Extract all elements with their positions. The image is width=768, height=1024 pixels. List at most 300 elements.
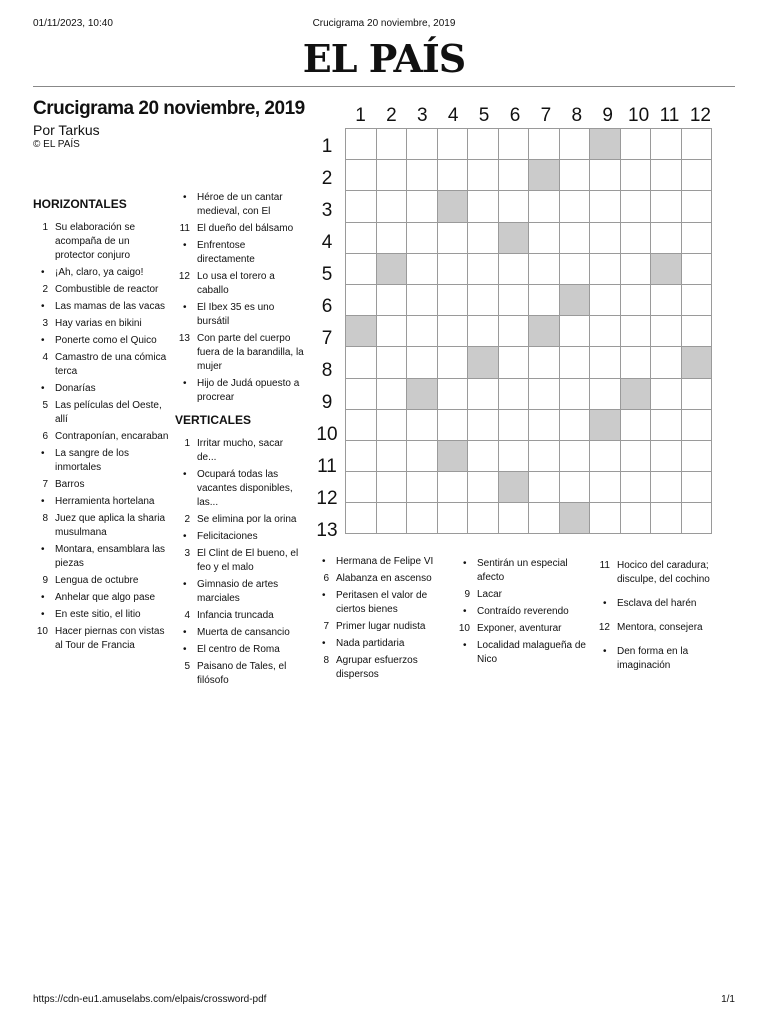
clue-item xyxy=(455,622,590,636)
clue-text: Gimnasio de artes marciales xyxy=(197,579,279,604)
grid-cell[interactable] xyxy=(620,160,651,191)
clue-text: Juez que aplica la sharia musulmana xyxy=(55,513,166,538)
grid-cell[interactable] xyxy=(681,316,712,347)
grid-cell[interactable] xyxy=(498,316,529,347)
bullet-icon: • xyxy=(183,531,187,542)
grid-cell[interactable] xyxy=(407,160,438,191)
grid-cell[interactable] xyxy=(529,222,560,253)
bullet-icon: • xyxy=(183,579,187,590)
grid-cell[interactable] xyxy=(529,378,560,409)
clues-column-5 xyxy=(595,559,735,683)
grid-cell[interactable] xyxy=(407,440,438,471)
grid-cell[interactable] xyxy=(651,284,682,315)
grid-row-number: 4 xyxy=(321,232,333,253)
grid-cell[interactable] xyxy=(651,472,682,503)
grid-cell[interactable] xyxy=(681,440,712,471)
clue-number: 12 xyxy=(598,622,610,633)
bullet-icon: • xyxy=(463,606,467,617)
clue-item xyxy=(175,626,305,640)
grid-cell[interactable] xyxy=(346,378,377,409)
grid-row-number: 2 xyxy=(321,168,333,189)
grid-cell[interactable] xyxy=(437,160,468,191)
el-pais-logo: EL PAÍS xyxy=(302,36,466,81)
clue-number: 9 xyxy=(464,589,470,600)
clue-text: Anhelar que algo pase xyxy=(55,592,156,603)
grid-cell[interactable] xyxy=(468,409,499,440)
grid-cell[interactable] xyxy=(620,191,651,222)
clue-number: 4 xyxy=(42,352,48,363)
grid-cell[interactable] xyxy=(376,503,407,534)
grid-column-number: 10 xyxy=(628,105,650,126)
grid-block-cell xyxy=(620,378,651,409)
grid-column-number: 1 xyxy=(355,105,366,126)
grid-cell[interactable] xyxy=(590,284,621,315)
grid-cell[interactable] xyxy=(468,316,499,347)
clue-text: Las películas del Oeste, allí xyxy=(55,400,162,425)
clue-text: Exponer, aventurar xyxy=(477,623,562,634)
clue-item xyxy=(33,608,169,622)
grid-cell[interactable] xyxy=(376,378,407,409)
bullet-icon: • xyxy=(183,302,187,313)
grid-cell[interactable] xyxy=(651,378,682,409)
grid-cell[interactable] xyxy=(376,129,407,160)
grid-row-number: 3 xyxy=(321,200,333,221)
clue-text: Primer lugar nudista xyxy=(336,621,426,632)
clue-item xyxy=(175,437,305,465)
grid-block-cell xyxy=(498,222,529,253)
clue-number: 11 xyxy=(599,560,610,571)
grid-cell[interactable] xyxy=(376,316,407,347)
clue-text: El Ibex 35 es uno bursátil xyxy=(197,302,275,327)
grid-cell[interactable] xyxy=(529,191,560,222)
grid-cell[interactable] xyxy=(376,191,407,222)
grid-cell[interactable] xyxy=(498,284,529,315)
grid-block-cell xyxy=(498,472,529,503)
clue-text: Localidad malagueña de Nico xyxy=(477,640,586,665)
grid-cell[interactable] xyxy=(376,409,407,440)
grid-cell[interactable] xyxy=(559,160,590,191)
clue-item xyxy=(175,660,305,688)
grid-block-cell xyxy=(590,129,621,160)
clue-item xyxy=(33,512,169,540)
grid-cell[interactable] xyxy=(346,222,377,253)
grid-cell[interactable] xyxy=(437,503,468,534)
bullet-icon: • xyxy=(41,335,45,346)
grid-cell[interactable] xyxy=(590,316,621,347)
grid-row-number: 12 xyxy=(316,488,338,509)
clue-text: Muerta de cansancio xyxy=(197,627,290,638)
clue-item xyxy=(33,591,169,605)
grid-cell[interactable] xyxy=(498,503,529,534)
grid-cell[interactable] xyxy=(407,347,438,378)
grid-cell[interactable] xyxy=(590,440,621,471)
grid-cell[interactable] xyxy=(529,409,560,440)
grid-cell[interactable] xyxy=(620,316,651,347)
grid-cell[interactable] xyxy=(651,440,682,471)
grid-cell[interactable] xyxy=(559,347,590,378)
grid-cell[interactable] xyxy=(529,503,560,534)
header-divider xyxy=(33,86,735,87)
clue-text: Barros xyxy=(55,479,85,490)
clue-number: 11 xyxy=(179,223,190,234)
grid-block-cell xyxy=(407,378,438,409)
clue-text: Hay varias en bikini xyxy=(55,318,142,329)
grid-cell[interactable] xyxy=(346,191,377,222)
grid-cell[interactable] xyxy=(407,222,438,253)
footer-url: https://cdn-eu1.amuselabs.com/elpais/crossword-pdf xyxy=(33,994,267,1005)
grid-cell[interactable] xyxy=(498,160,529,191)
clue-item xyxy=(455,588,590,602)
horizontales-heading: HORIZONTALES xyxy=(33,197,127,211)
clue-text: El dueño del bálsamo xyxy=(197,223,294,234)
bullet-icon: • xyxy=(183,378,187,389)
grid-block-cell xyxy=(681,347,712,378)
grid-cell[interactable] xyxy=(529,253,560,284)
grid-cell[interactable] xyxy=(407,316,438,347)
grid-cell[interactable] xyxy=(468,284,499,315)
grid-block-cell xyxy=(529,316,560,347)
clue-item xyxy=(33,478,169,492)
bullet-icon: • xyxy=(41,267,45,278)
grid-cell[interactable] xyxy=(590,378,621,409)
grid-cell[interactable] xyxy=(559,472,590,503)
clue-text: Hijo de Judá opuesto a procrear xyxy=(197,378,300,403)
grid-cell[interactable] xyxy=(590,253,621,284)
grid-cell[interactable] xyxy=(468,440,499,471)
grid-cell[interactable] xyxy=(681,472,712,503)
grid-cell[interactable] xyxy=(468,378,499,409)
grid-cell[interactable] xyxy=(559,316,590,347)
grid-cell[interactable] xyxy=(468,253,499,284)
grid-cell[interactable] xyxy=(346,409,377,440)
clue-item xyxy=(455,605,590,619)
clue-text: El Clint de El bueno, el feo y el malo xyxy=(197,548,299,573)
grid-cell[interactable] xyxy=(437,347,468,378)
grid-cell[interactable] xyxy=(468,472,499,503)
clue-text: Paisano de Tales, el filósofo xyxy=(197,661,287,686)
grid-cell[interactable] xyxy=(651,347,682,378)
clue-item xyxy=(175,513,305,527)
clue-text: Nada partidaria xyxy=(336,638,405,649)
clue-text: Mentora, consejera xyxy=(617,622,703,633)
grid-cell[interactable] xyxy=(651,129,682,160)
grid-cell[interactable] xyxy=(651,222,682,253)
clue-item xyxy=(33,430,169,444)
grid-cell[interactable] xyxy=(620,253,651,284)
grid-row-number: 13 xyxy=(316,520,338,541)
clue-text: Irritar mucho, sacar de... xyxy=(197,438,284,463)
grid-column-number: 2 xyxy=(386,105,397,126)
clue-item xyxy=(314,572,449,586)
grid-cell[interactable] xyxy=(346,160,377,191)
grid-cell[interactable] xyxy=(346,347,377,378)
clue-item xyxy=(175,301,305,329)
clue-number: 12 xyxy=(178,271,190,282)
clue-text: ¡Ah, claro, ya caigo! xyxy=(55,267,144,278)
grid-cell[interactable] xyxy=(346,472,377,503)
puzzle-copyright: © EL PAÍS xyxy=(33,139,80,150)
crossword-grid xyxy=(345,128,712,534)
grid-block-cell xyxy=(529,160,560,191)
bullet-icon: • xyxy=(463,640,467,651)
clue-number: 9 xyxy=(42,575,48,586)
clue-text: Hocico del caradura; disculpe, del cochino xyxy=(617,560,710,585)
grid-block-cell xyxy=(559,284,590,315)
clue-item xyxy=(33,625,169,653)
grid-cell[interactable] xyxy=(620,503,651,534)
clue-number: 5 xyxy=(42,400,48,411)
clue-number: 10 xyxy=(458,623,470,634)
grid-cell[interactable] xyxy=(620,129,651,160)
clue-item xyxy=(33,283,169,297)
grid-cell[interactable] xyxy=(376,440,407,471)
grid-cell[interactable] xyxy=(681,503,712,534)
grid-cell[interactable] xyxy=(590,472,621,503)
grid-cell[interactable] xyxy=(376,160,407,191)
bullet-icon: • xyxy=(183,644,187,655)
clue-text: Hermana de Felipe VI xyxy=(336,556,434,567)
grid-cell[interactable] xyxy=(590,191,621,222)
clue-number: 7 xyxy=(323,621,329,632)
clue-text: Se elimina por la orina xyxy=(197,514,297,525)
grid-cell[interactable] xyxy=(468,129,499,160)
grid-cell[interactable] xyxy=(437,316,468,347)
clue-text: Hacer piernas con vistas al Tour de Francia xyxy=(55,626,165,651)
grid-cell[interactable] xyxy=(681,409,712,440)
grid-cell[interactable] xyxy=(376,284,407,315)
grid-cell[interactable] xyxy=(346,440,377,471)
grid-column-number: 8 xyxy=(571,105,583,126)
clue-text: Combustible de reactor xyxy=(55,284,159,295)
bullet-icon: • xyxy=(463,558,467,569)
clue-item xyxy=(33,447,169,475)
grid-column-number: 11 xyxy=(659,105,680,126)
grid-cell[interactable] xyxy=(559,222,590,253)
grid-cell[interactable] xyxy=(681,253,712,284)
grid-cell[interactable] xyxy=(346,503,377,534)
grid-cell[interactable] xyxy=(681,284,712,315)
clue-item xyxy=(33,495,169,509)
grid-block-cell xyxy=(559,503,590,534)
clue-item xyxy=(175,609,305,623)
clue-item xyxy=(175,643,305,657)
clue-text: Camastro de una cómica terca xyxy=(55,352,167,377)
clue-text: Esclava del harén xyxy=(617,598,697,609)
grid-cell[interactable] xyxy=(407,191,438,222)
clue-item xyxy=(33,382,169,396)
clues-column-4 xyxy=(455,557,590,670)
grid-cell[interactable] xyxy=(620,409,651,440)
print-datetime: 01/11/2023, 10:40 xyxy=(33,18,113,29)
clues-column-3 xyxy=(314,555,449,685)
grid-cell[interactable] xyxy=(437,129,468,160)
clue-text: Donarías xyxy=(55,383,96,394)
grid-cell[interactable] xyxy=(681,191,712,222)
clue-item xyxy=(175,270,305,298)
clue-text: Con parte del cuerpo fuera de la barandilla, la mujer xyxy=(197,333,304,372)
grid-cell[interactable] xyxy=(529,472,560,503)
grid-cell[interactable] xyxy=(407,253,438,284)
grid-cell[interactable] xyxy=(559,253,590,284)
grid-cell[interactable] xyxy=(407,409,438,440)
grid-cell[interactable] xyxy=(559,440,590,471)
grid-cell[interactable] xyxy=(437,284,468,315)
grid-cell[interactable] xyxy=(346,284,377,315)
clue-number: 8 xyxy=(42,513,48,524)
grid-cell[interactable] xyxy=(498,191,529,222)
clue-item xyxy=(314,654,449,682)
clue-item xyxy=(175,239,305,267)
grid-cell[interactable] xyxy=(468,191,499,222)
bullet-icon: • xyxy=(41,301,45,312)
grid-cell[interactable] xyxy=(376,472,407,503)
grid-block-cell xyxy=(651,253,682,284)
puzzle-title: Crucigrama 20 noviembre, 2019 xyxy=(33,98,305,119)
clue-text: Héroe de un cantar medieval, con El xyxy=(197,192,283,217)
clue-item xyxy=(595,559,735,587)
grid-cell[interactable] xyxy=(437,222,468,253)
grid-cell[interactable] xyxy=(620,440,651,471)
grid-cell[interactable] xyxy=(559,409,590,440)
clues-column-1 xyxy=(33,197,169,656)
bullet-icon: • xyxy=(41,592,45,603)
footer-page-number: 1/1 xyxy=(721,994,735,1005)
grid-column-number: 7 xyxy=(540,105,552,126)
grid-column-number: 5 xyxy=(478,105,490,126)
clue-number: 6 xyxy=(323,573,329,584)
clue-text: Contraponían, encaraban xyxy=(55,431,169,442)
clue-text: Felicitaciones xyxy=(197,531,258,542)
grid-cell[interactable] xyxy=(681,129,712,160)
grid-cell[interactable] xyxy=(437,253,468,284)
grid-cell[interactable] xyxy=(620,284,651,315)
grid-cell[interactable] xyxy=(651,503,682,534)
bullet-icon: • xyxy=(183,469,187,480)
grid-cell[interactable] xyxy=(620,472,651,503)
grid-cell[interactable] xyxy=(651,409,682,440)
grid-row-number: 10 xyxy=(316,424,338,445)
print-page-title: Crucigrama 20 noviembre, 2019 xyxy=(312,18,456,29)
grid-cell[interactable] xyxy=(407,284,438,315)
bullet-icon: • xyxy=(41,544,45,555)
grid-cell[interactable] xyxy=(651,316,682,347)
grid-cell[interactable] xyxy=(498,253,529,284)
grid-block-cell xyxy=(590,409,621,440)
grid-cell[interactable] xyxy=(468,503,499,534)
grid-cell[interactable] xyxy=(681,160,712,191)
clue-item xyxy=(175,191,305,219)
clue-item xyxy=(33,317,169,331)
grid-cell[interactable] xyxy=(376,347,407,378)
grid-cell[interactable] xyxy=(559,378,590,409)
grid-cell[interactable] xyxy=(498,129,529,160)
clue-text: Alabanza en ascenso xyxy=(336,573,432,584)
grid-column-number: 6 xyxy=(509,105,521,126)
grid-cell[interactable] xyxy=(681,222,712,253)
clue-text: Lengua de octubre xyxy=(55,575,139,586)
grid-cell[interactable] xyxy=(498,409,529,440)
clue-item xyxy=(33,334,169,348)
grid-cell[interactable] xyxy=(620,222,651,253)
grid-block-cell xyxy=(376,253,407,284)
grid-cell[interactable] xyxy=(651,191,682,222)
grid-cell[interactable] xyxy=(407,472,438,503)
grid-cell[interactable] xyxy=(468,160,499,191)
grid-row-number: 7 xyxy=(321,328,333,349)
grid-cell[interactable] xyxy=(468,222,499,253)
clue-number: 3 xyxy=(42,318,48,329)
grid-cell[interactable] xyxy=(590,222,621,253)
grid-block-cell xyxy=(437,191,468,222)
grid-cell[interactable] xyxy=(407,503,438,534)
clue-item xyxy=(175,332,305,374)
clue-text: Contraído reverendo xyxy=(477,606,569,617)
clue-text: Lo usa el torero a caballo xyxy=(197,271,275,296)
grid-cell[interactable] xyxy=(437,409,468,440)
grid-cell[interactable] xyxy=(529,347,560,378)
grid-cell[interactable] xyxy=(590,503,621,534)
grid-row-number: 6 xyxy=(321,296,333,317)
clue-number: 2 xyxy=(184,514,190,525)
grid-cell[interactable] xyxy=(437,378,468,409)
grid-row-number: 1 xyxy=(321,136,333,157)
clue-text: El centro de Roma xyxy=(197,644,280,655)
puzzle-author: Por Tarkus xyxy=(33,122,100,138)
grid-column-number: 9 xyxy=(602,105,613,126)
clue-item xyxy=(595,621,735,635)
grid-row-number: 5 xyxy=(321,264,333,285)
clue-text: Enfrentose directamente xyxy=(197,240,255,265)
grid-cell[interactable] xyxy=(498,347,529,378)
grid-cell[interactable] xyxy=(407,129,438,160)
grid-cell[interactable] xyxy=(498,378,529,409)
grid-cell[interactable] xyxy=(437,472,468,503)
grid-cell[interactable] xyxy=(559,191,590,222)
grid-cell[interactable] xyxy=(376,222,407,253)
grid-cell[interactable] xyxy=(590,347,621,378)
bullet-icon: • xyxy=(183,627,187,638)
clue-item xyxy=(33,221,169,263)
clue-text: Herramienta hortelana xyxy=(55,496,155,507)
grid-block-cell xyxy=(468,347,499,378)
clue-number: 13 xyxy=(178,333,190,344)
clue-item xyxy=(175,530,305,544)
clue-number: 6 xyxy=(42,431,48,442)
clue-item xyxy=(595,645,735,673)
grid-cell[interactable] xyxy=(529,284,560,315)
clues-column-2 xyxy=(175,191,305,691)
grid-cell[interactable] xyxy=(498,440,529,471)
clue-item xyxy=(314,589,449,617)
grid-cell[interactable] xyxy=(681,378,712,409)
clue-item xyxy=(33,543,169,571)
grid-cell[interactable] xyxy=(346,129,377,160)
grid-cell[interactable] xyxy=(346,253,377,284)
clue-number: 2 xyxy=(42,284,48,295)
clue-item xyxy=(175,468,305,510)
bullet-icon: • xyxy=(603,598,607,609)
grid-cell[interactable] xyxy=(529,440,560,471)
clue-item xyxy=(175,547,305,575)
grid-cell[interactable] xyxy=(620,347,651,378)
grid-cell[interactable] xyxy=(590,160,621,191)
clue-text: La sangre de los inmortales xyxy=(55,448,129,473)
grid-cell[interactable] xyxy=(559,129,590,160)
grid-cell[interactable] xyxy=(529,129,560,160)
clue-number: 1 xyxy=(184,438,190,449)
clue-text: Infancia truncada xyxy=(197,610,274,621)
grid-cell[interactable] xyxy=(651,160,682,191)
